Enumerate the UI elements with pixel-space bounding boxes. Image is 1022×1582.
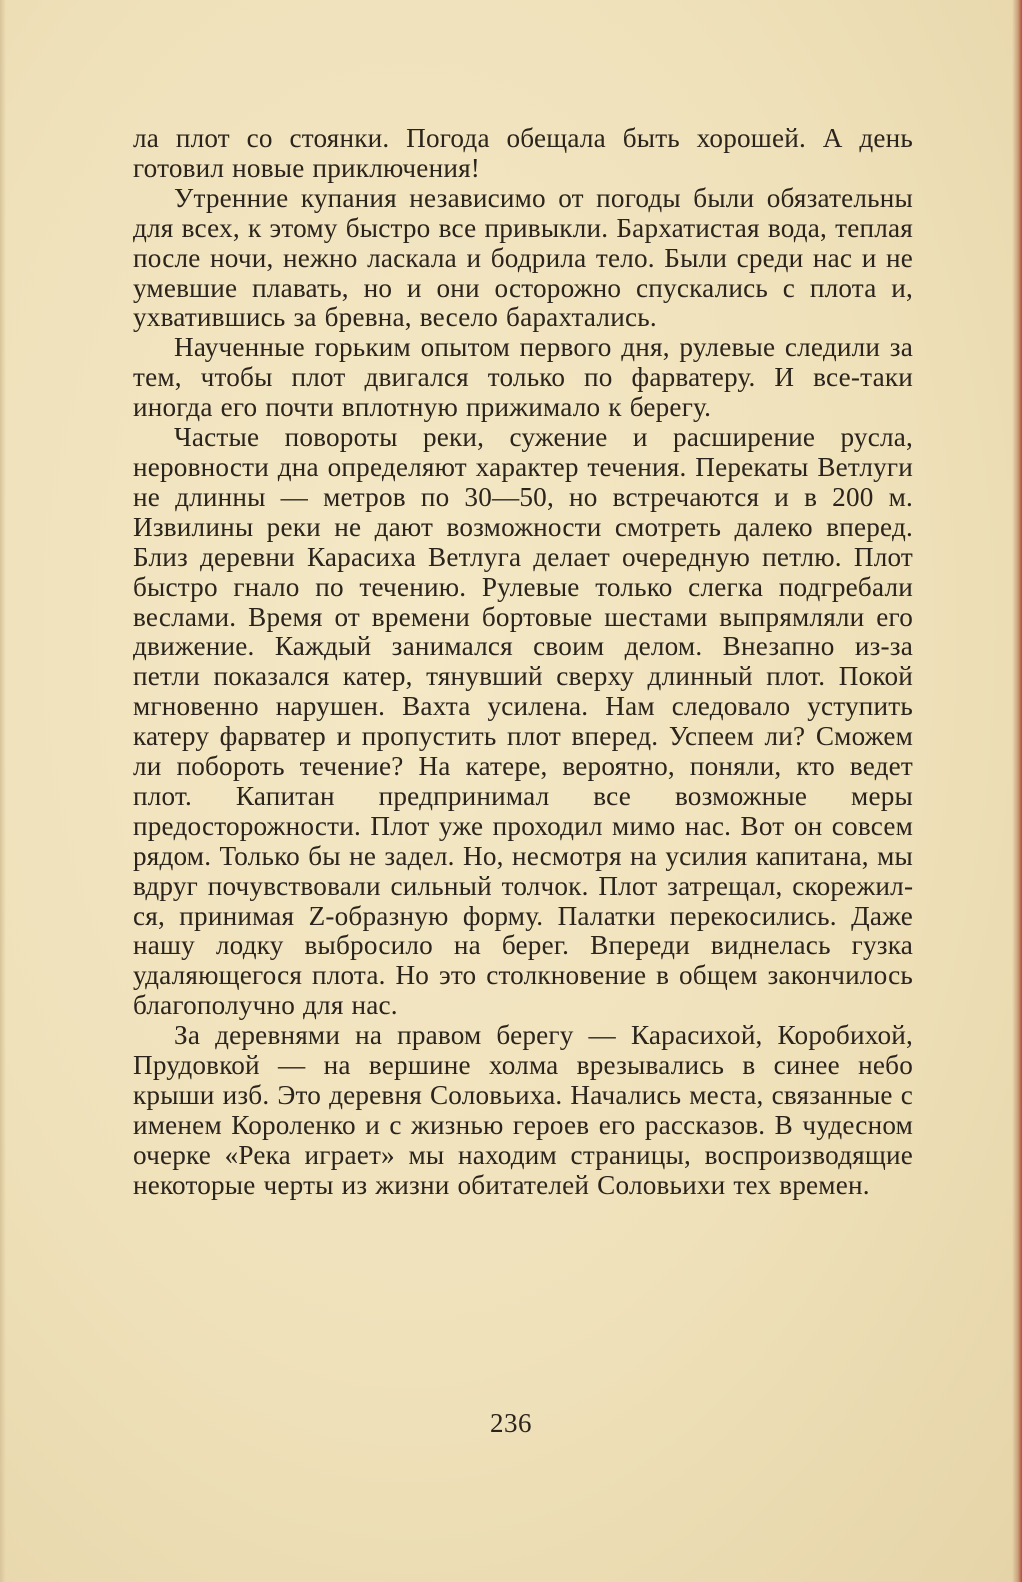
body-text — [133, 124, 913, 1201]
page-number: 236 — [490, 1408, 532, 1438]
paragraph-4: Частые повороты реки, сужение и расширение русла, неровности дна определяют характер течения. Перекаты Ветлуги не длинны — метров по 30—50, но встречаются и в 200 м. Извилины реки не дают возможности смотреть далеко вперед. Близ деревни Карасиха Ветлуга делает очередную петлю. Плот быстро гнало по течению. Рулевые только слегка подгребали веслами. Время от времени бортовые шестами выпрямляли его движение. Каждый занимался своим делом. Внезапно из-за петли показался катер, тянувший сверху длинный плот. Покой мгновенно нарушен. Вахта усилена. Нам следовало уступить катеру фарватер и пропустить плот вперед. Успеем ли? Сможем ли побороть течение? На катере, вероятно, поняли, кто ведет плот. Капитан предпринимал все возможные меры предосторожности. Плот уже проходил мимо нас. Вот он совсем рядом. Только бы не задел. Но, несмотря на усилия капитана, мы вдруг почувствовали сильный толчок. Плот затрещал, скорежился, принимая Z-образную форму. Палатки перекосились. Даже нашу лодку выбросило на берег. Впереди виднелась гузка удаляющегося плота. Но это столкновение в общем закончилось благополучно для нас. — [133, 422, 913, 1021]
paragraph-5: За деревнями на правом берегу — Карасихой, Коробихой, Прудовкой — на вершине холма врезывались в синее небо крыши изб. Это деревня Соловьиха. Начались места, связанные с именем Короленко и с жизнью героев его рассказов. В чудесном очерке «Река играет» мы находим страницы, воспроизводящие некоторые черты из жизни обитателей Соловьихи тех времен. — [133, 1020, 913, 1200]
page-right-edge — [1012, 0, 1022, 1582]
paragraph-2: Утренние купания независимо от погоды были обязательны для всех, к этому быстро все привыкли. Бархатистая вода, теплая после ночи, нежно ласкала и бодрила тело. Были среди нас и не умевшие плавать, но и они осторожно спускались с плота и, ухватившись за бревна, весело барахтались. — [133, 182, 913, 333]
paragraph-1: ла плот со стоянки. Погода обещала быть хорошей. А день готовил новые приключения! — [133, 123, 913, 183]
page-left-edge — [0, 0, 6, 1582]
paragraph-3: Наученные горьким опытом первого дня, рулевые следили за тем, чтобы плот двигался только по фарватеру. И все-таки иногда его почти вплотную прижимало к берегу. — [133, 332, 913, 423]
